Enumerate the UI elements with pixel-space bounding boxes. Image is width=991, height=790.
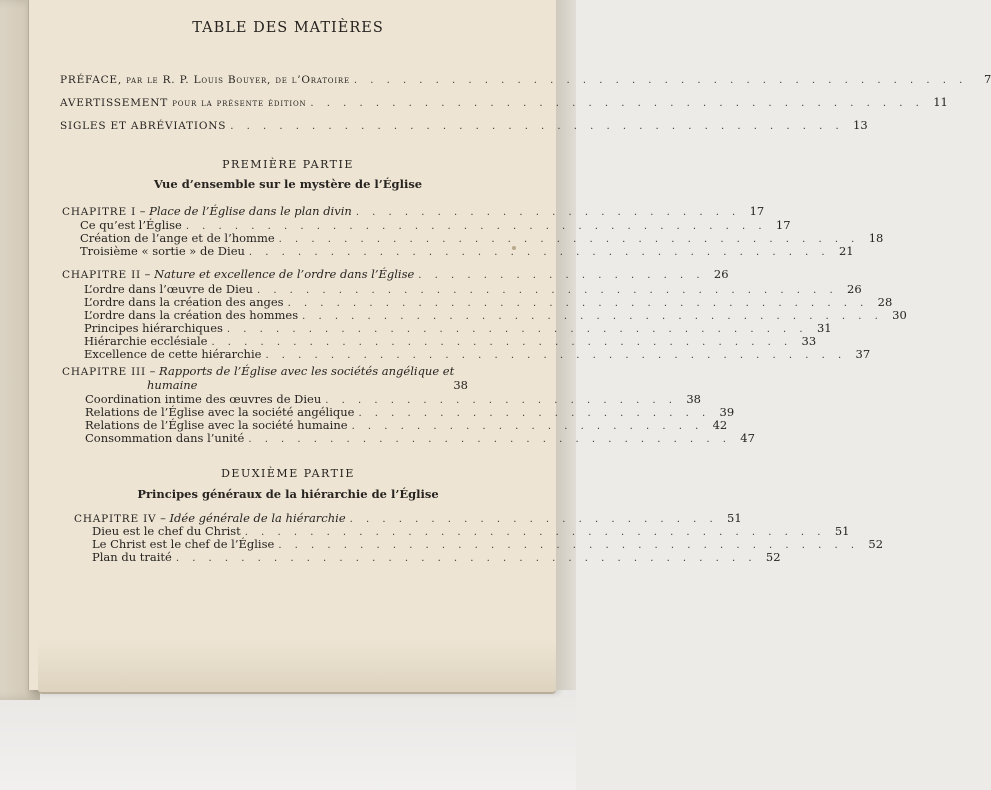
section-entry: [84, 347, 871, 362]
chapter-separator: –: [145, 364, 160, 378]
section-label: Excellence de cette hiérarchie: [84, 347, 262, 361]
section-page: 21: [838, 244, 854, 258]
dot-leader: . . . . . . . . . . . . . . . . . . . . . . . . . . . . . . . . . . . .: [185, 221, 767, 232]
section-page: 42: [712, 418, 728, 432]
section-label: Le Christ est le chef de l’Église: [92, 537, 275, 551]
chapter-separator: –: [141, 267, 155, 281]
chapter-title: Idée générale de la hiérarchie: [169, 511, 346, 525]
section-page: 26: [847, 282, 862, 296]
chapter-label: [62, 268, 414, 282]
chapter-page: 17: [749, 204, 765, 218]
section-label: Ce qu’est l’Église: [80, 218, 182, 232]
dot-leader: . . . . . . . . . . . . . . . . . . . . . . . . . . . . . . . . . . . .: [211, 337, 793, 348]
chapter-entry: [62, 365, 468, 379]
chapter-title: Rapports de l’Église avec les sociétés angélique et: [159, 364, 455, 378]
dot-leader: . . . . . . . . . . . . . . . . . . . . . . . . . . . . . . . . . . . .: [256, 285, 838, 296]
entry-label: AVERTISSEMENT pour la présente édition: [60, 97, 307, 109]
chapter-page: 26: [713, 267, 729, 281]
chapter-entry: [62, 267, 729, 282]
section-label: Coordination intime des œuvres de Dieu: [85, 392, 322, 406]
part-subtitle: Vue d’ensemble sur le mystère de l’Église: [153, 177, 423, 191]
entry-page: 13: [853, 118, 868, 132]
chapter-title: Place de l’Église dans le plan divin: [149, 204, 352, 218]
dot-leader: . . . . . . . . . . . . . . . . . . . . . . . . . . . . . . . . . . . . . .: [230, 121, 844, 132]
chapter-separator: –: [156, 511, 170, 525]
chapter-label: [62, 205, 352, 219]
section-page: 31: [816, 321, 832, 335]
page-title: TABLE DES MATIÈRES: [192, 20, 384, 36]
entry-page: 11: [933, 95, 948, 109]
chapter-label: [62, 365, 454, 379]
dot-leader: . . . . . . . . . . . . . . . . . . . . . .: [351, 421, 704, 432]
section-page: 39: [719, 405, 735, 419]
part-subtitle: Principes généraux de la hiérarchie de l’Église: [137, 487, 439, 501]
section-page: 30: [892, 308, 907, 322]
dot-leader: . . . . . . . . . . . . . . . . . . . . . . .: [349, 514, 718, 525]
dot-leader: . . . . . . . . . . . . . . . . . . . . . . . . . . . . . . . . . . . .: [265, 350, 847, 361]
section-label: Consommation dans l’unité: [85, 431, 245, 445]
section-label: Principes hiérarchiques: [84, 321, 223, 335]
section-page: 33: [801, 334, 817, 348]
dot-leader: . . . . . . . . . . . . . . . . . . . . . . . . . . . . . . . . . . . .: [175, 553, 757, 564]
entry-page: 7: [983, 72, 991, 86]
front-matter-entry: [60, 95, 948, 110]
chapter-page: 38: [453, 378, 468, 392]
dot-leader: . . . . . . . . . . . . . . . . . . . . . . . . . . . . . . . . . . . .: [287, 298, 869, 309]
front-matter-entry: [60, 118, 868, 133]
dot-leader: . . . . . . . . . . . . . . . . . .: [418, 270, 705, 281]
section-page: 51: [834, 524, 850, 538]
dot-leader: . . . . . . . . . . . . . . . . . . . . . . . .: [355, 207, 741, 218]
dot-leader: . . . . . . . . . . . . . . . . . . . . . . . . . . . . . . . . . . . .: [302, 311, 883, 322]
dot-leader: . . . . . . . . . . . . . . . . . . . . . . . . . . . . . . . . . . . . . .: [310, 98, 924, 109]
entry-label: PRÉFACE, par le R. P. Louis Bouyer, de l’Oratoire: [60, 74, 350, 86]
section-page: 47: [740, 431, 755, 445]
chapter-title: Nature et excellence de l’ordre dans l’Église: [154, 267, 415, 281]
dot-leader: . . . . . . . . . . . . . . . . . . . . . . . . . . . . . . . . . . . .: [278, 234, 860, 245]
chapter-separator: –: [136, 204, 150, 218]
section-entry: [80, 244, 854, 259]
dot-leader: . . . . . . . . . . . . . . . . . . . . . . . . . . . . . . . . . . . . . .: [353, 75, 968, 86]
section-label: L’ordre dans la création des hommes: [84, 308, 299, 322]
section-label: Relations de l’Église avec la société humaine: [85, 418, 348, 432]
section-label: Troisième « sortie » de Dieu: [80, 244, 245, 258]
part-title: DEUXIÈME PARTIE: [221, 467, 355, 480]
section-entry: [85, 431, 755, 446]
section-page: 37: [855, 347, 871, 361]
dot-leader: . . . . . . . . . . . . . . . . . . . . . . . . . . . . . . . . . . . .: [244, 527, 826, 538]
part-title: PREMIÈRE PARTIE: [222, 158, 354, 171]
front-matter-entry: [60, 72, 991, 87]
chapter-title-cont: humaine: [147, 378, 198, 392]
chapter-number: CHAPITRE IV: [74, 513, 157, 525]
section-label: L’ordre dans la création des anges: [84, 295, 284, 309]
section-page: 17: [775, 218, 791, 232]
dot-leader: . . . . . . . . . . . . . . . . . . . . . . . . . . . . . . . . . . . .: [278, 540, 860, 551]
section-page: 52: [868, 537, 884, 551]
chapter-number: CHAPITRE I: [62, 206, 137, 218]
section-page: 18: [868, 231, 884, 245]
section-label: Création de l’ange et de l’homme: [80, 231, 275, 245]
chapter-title-continuation: [147, 379, 468, 393]
chapter-number: CHAPITRE II: [62, 269, 141, 281]
dot-leader: . . . . . . . . . . . . . . . . . . . . . . . . . . . . . . . . . . . .: [226, 324, 808, 335]
section-page: 52: [765, 550, 781, 564]
page-edge: [38, 640, 556, 694]
dot-leader: . . . . . . . . . . . . . . . . . . . . . .: [358, 408, 711, 419]
section-page: 38: [686, 392, 701, 406]
section-page: 28: [877, 295, 893, 309]
section-label: Hiérarchie ecclésiale: [84, 334, 208, 348]
chapter-entry: [62, 204, 765, 219]
dot-leader: . . . . . . . . . . . . . . . . . . . . . .: [325, 395, 677, 406]
dot-leader: . . . . . . . . . . . . . . . . . . . . . . . . . . . . . .: [248, 434, 731, 445]
chapter-number: CHAPITRE III: [62, 366, 146, 378]
chapter-page: 51: [727, 511, 742, 525]
dot-leader: . . . . . . . . . . . . . . . . . . . . . . . . . . . . . . . . . . . .: [248, 247, 830, 258]
section-label: Dieu est le chef du Christ: [92, 524, 241, 538]
section-label: Relations de l’Église avec la société angélique: [85, 405, 355, 419]
section-label: L’ordre dans l’œuvre de Dieu: [84, 282, 253, 296]
section-label: Plan du traité: [92, 550, 172, 564]
section-entry: [92, 550, 781, 565]
entry-label: SIGLES ET ABRÉVIATIONS: [60, 120, 227, 132]
